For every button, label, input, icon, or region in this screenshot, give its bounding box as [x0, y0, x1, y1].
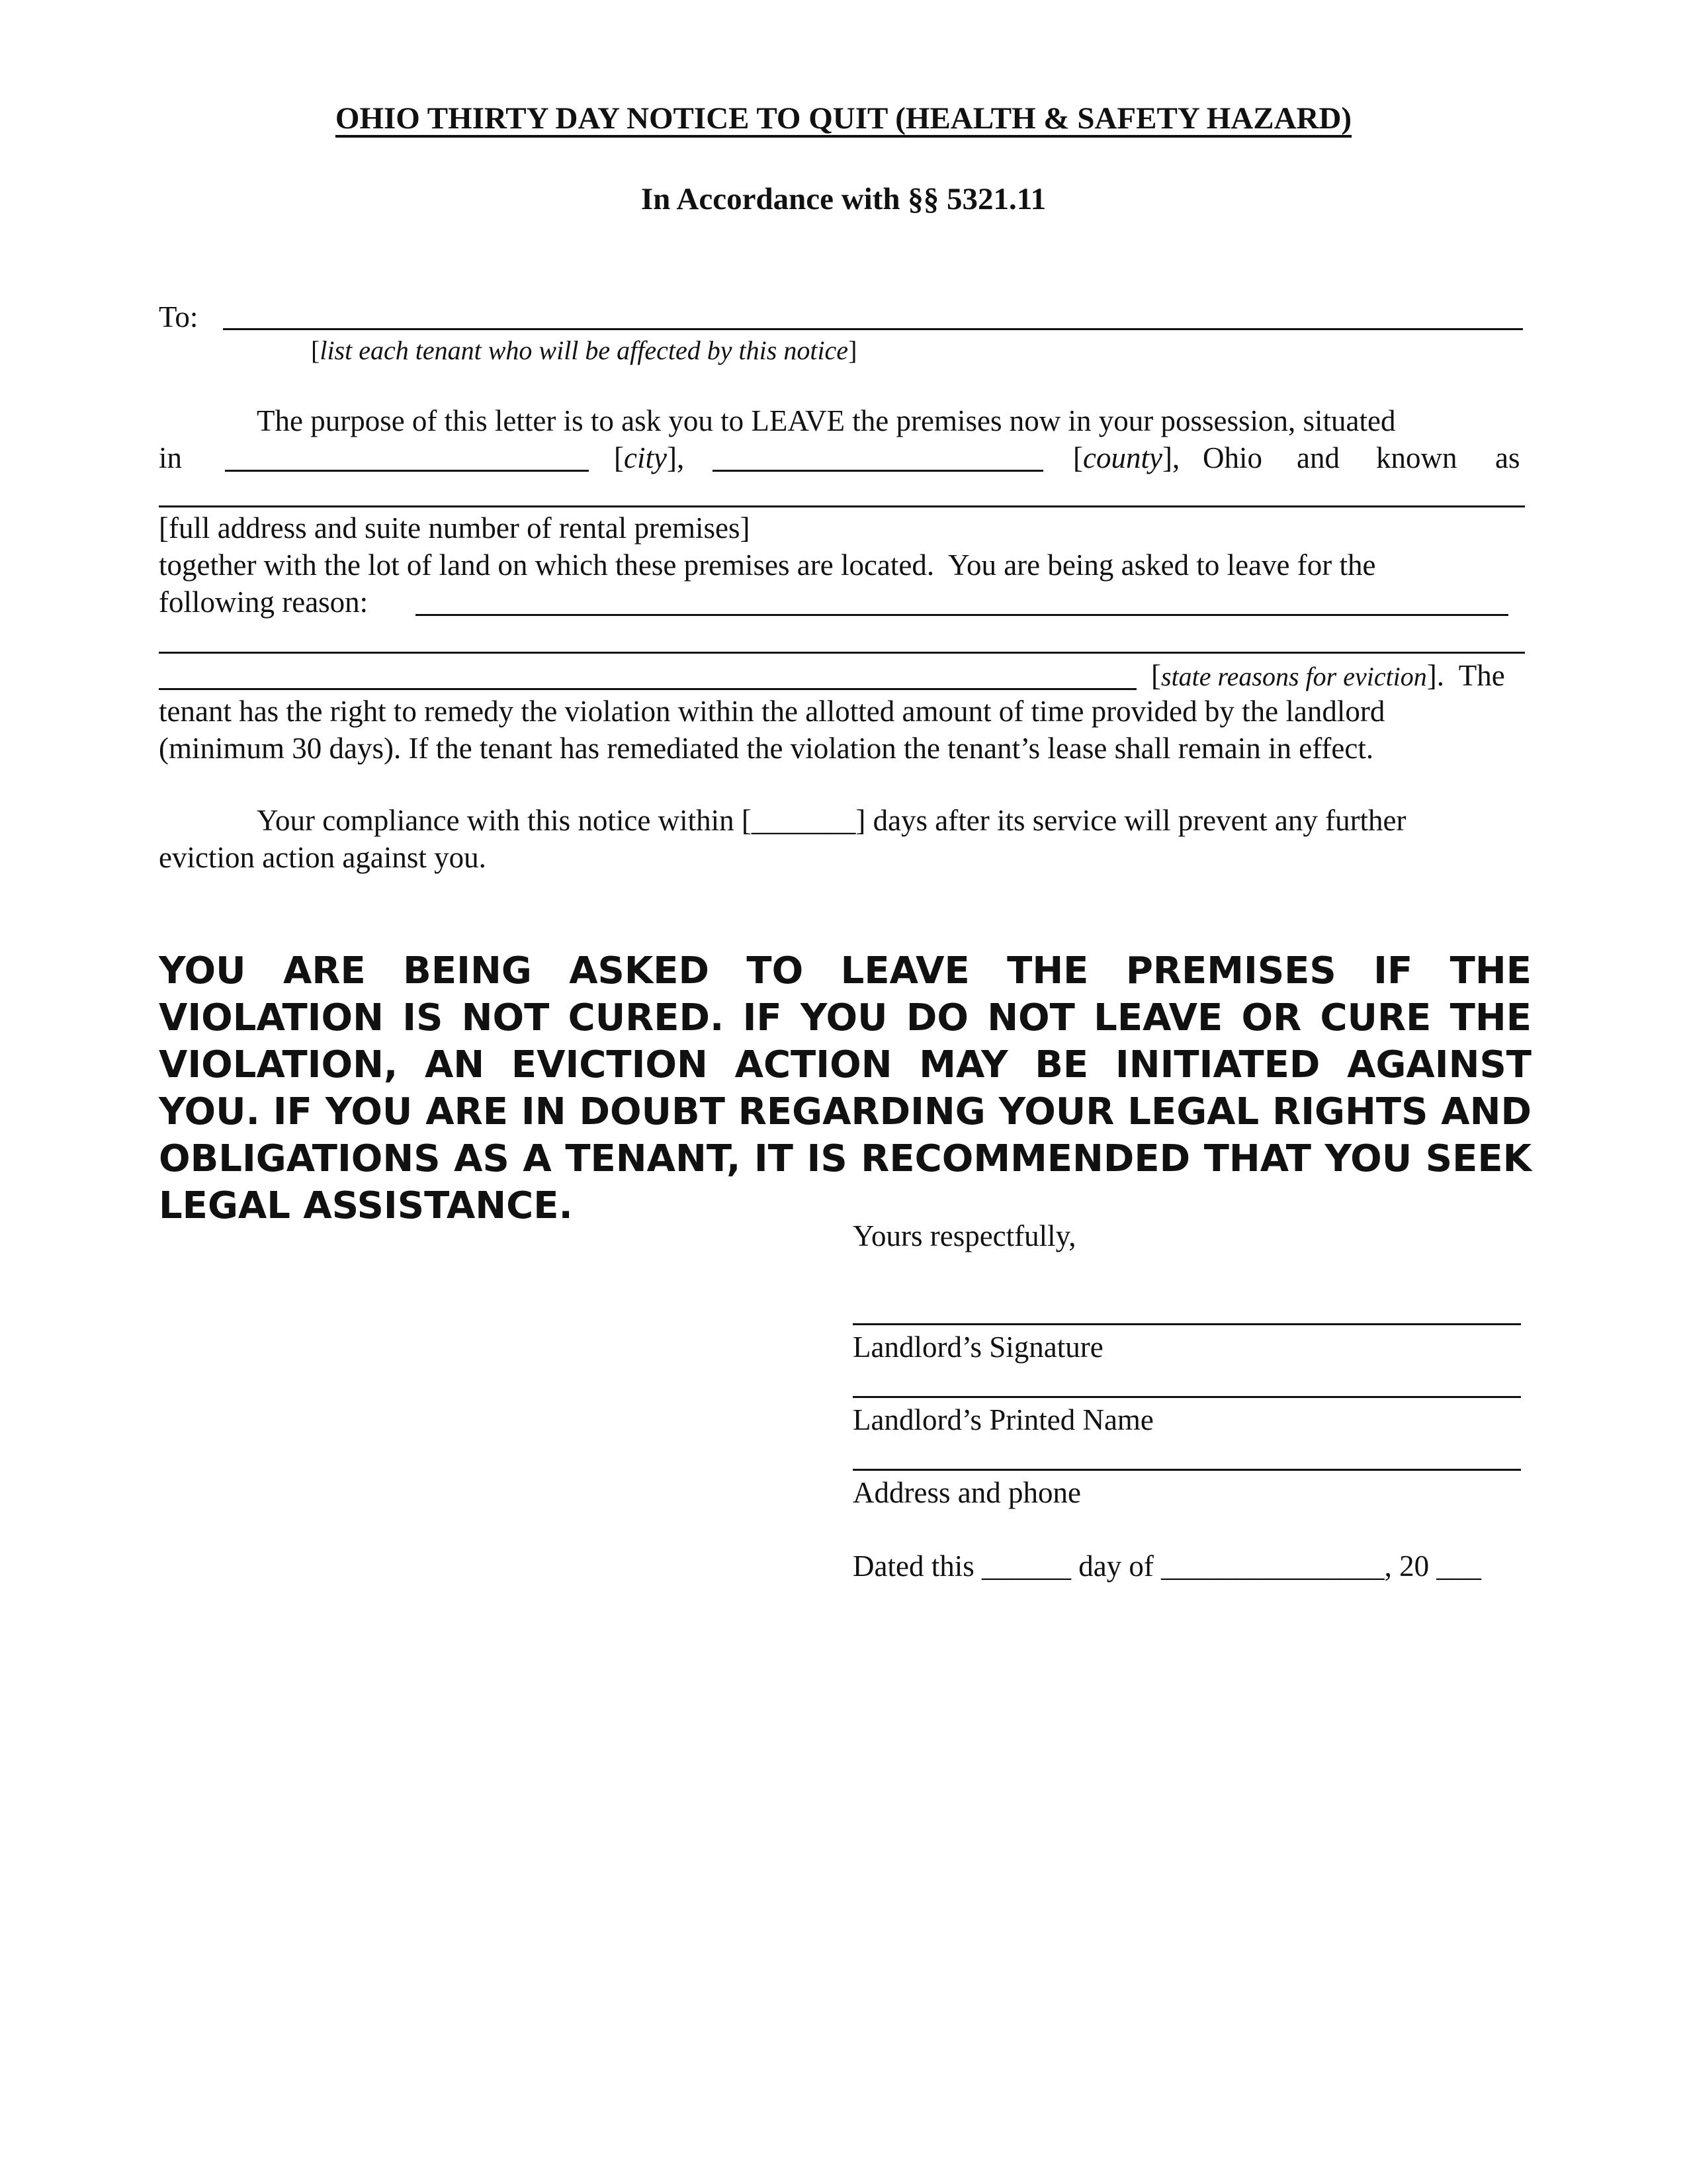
together-line: together with the lot of land on which these premises are located. You are being asked to leave for the [159, 548, 1376, 582]
signature-blank[interactable] [853, 1323, 1521, 1325]
ohio-text: Ohio [1203, 441, 1262, 474]
address-phone-label: Address and phone [853, 1476, 1081, 1509]
legal-warning: YOU ARE BEING ASKED TO LEAVE THE PREMISES IF THE VIOLATION IS NOT CURED. IF YOU DO NOT LEAVE OR CURE THE VIOLATION, AN EVICTION ACTION MAY BE INITIATED AGAINST YOU. IF YOU ARE IN DOUBT REGARDING YOUR LEGAL RIGHTS AND OBLIGATIONS AS A TENANT, IT IS RECOMMENDED THAT YOU SEEK LEGAL ASSISTANCE. [159, 949, 1532, 1227]
city-hint: [city], [614, 441, 685, 474]
address-blank[interactable] [159, 505, 1525, 507]
to-tenant-blank[interactable] [223, 328, 1523, 330]
reason-blank-2[interactable] [159, 652, 1525, 654]
reason-blank-3[interactable] [159, 688, 1137, 690]
in-label: in [159, 441, 183, 474]
reason-blank-1[interactable] [415, 614, 1508, 616]
city-blank[interactable] [225, 470, 589, 472]
remedy-line-2: (minimum 30 days). If the tenant has remediated the violation the tenant’s lease shall remain in effect. [159, 732, 1374, 765]
remedy-line-1: tenant has the right to remedy the violation within the allotted amount of time provided by the landlord [159, 695, 1385, 728]
purpose-line-1: The purpose of this letter is to ask you to LEAVE the premises now in your possession, situated [257, 404, 1396, 437]
to-label: To: [159, 300, 198, 333]
reasons-hint: [state reasons for eviction]. The [1151, 659, 1505, 692]
document-subtitle: In Accordance with §§ 5321.11 [640, 182, 1047, 216]
address-hint: [full address and suite number of rental premises] [159, 511, 750, 545]
closing-text: Yours respectfully, [853, 1219, 1076, 1252]
to-hint: [list each tenant who will be affected by this notice] [311, 335, 857, 365]
and-text: and [1297, 441, 1340, 474]
as-text: as [1495, 441, 1520, 474]
county-blank[interactable] [713, 470, 1043, 472]
county-hint: [county], [1073, 441, 1180, 474]
printed-name-label: Landlord’s Printed Name [853, 1403, 1154, 1436]
address-phone-blank[interactable] [853, 1469, 1521, 1471]
known-text: known [1376, 441, 1457, 474]
printed-name-blank[interactable] [853, 1396, 1521, 1398]
signature-label: Landlord’s Signature [853, 1331, 1103, 1364]
document-title: OHIO THIRTY DAY NOTICE TO QUIT (HEALTH & SAFETY HAZARD) [335, 101, 1352, 136]
following-reason-label: following reason: [159, 586, 368, 619]
dated-line: Dated this ______ day of _______________, 20 ___ [853, 1550, 1481, 1583]
compliance-line-2: eviction action against you. [159, 841, 486, 874]
compliance-line-1: Your compliance with this notice within [_______] days after its service will prevent any further [257, 804, 1406, 837]
